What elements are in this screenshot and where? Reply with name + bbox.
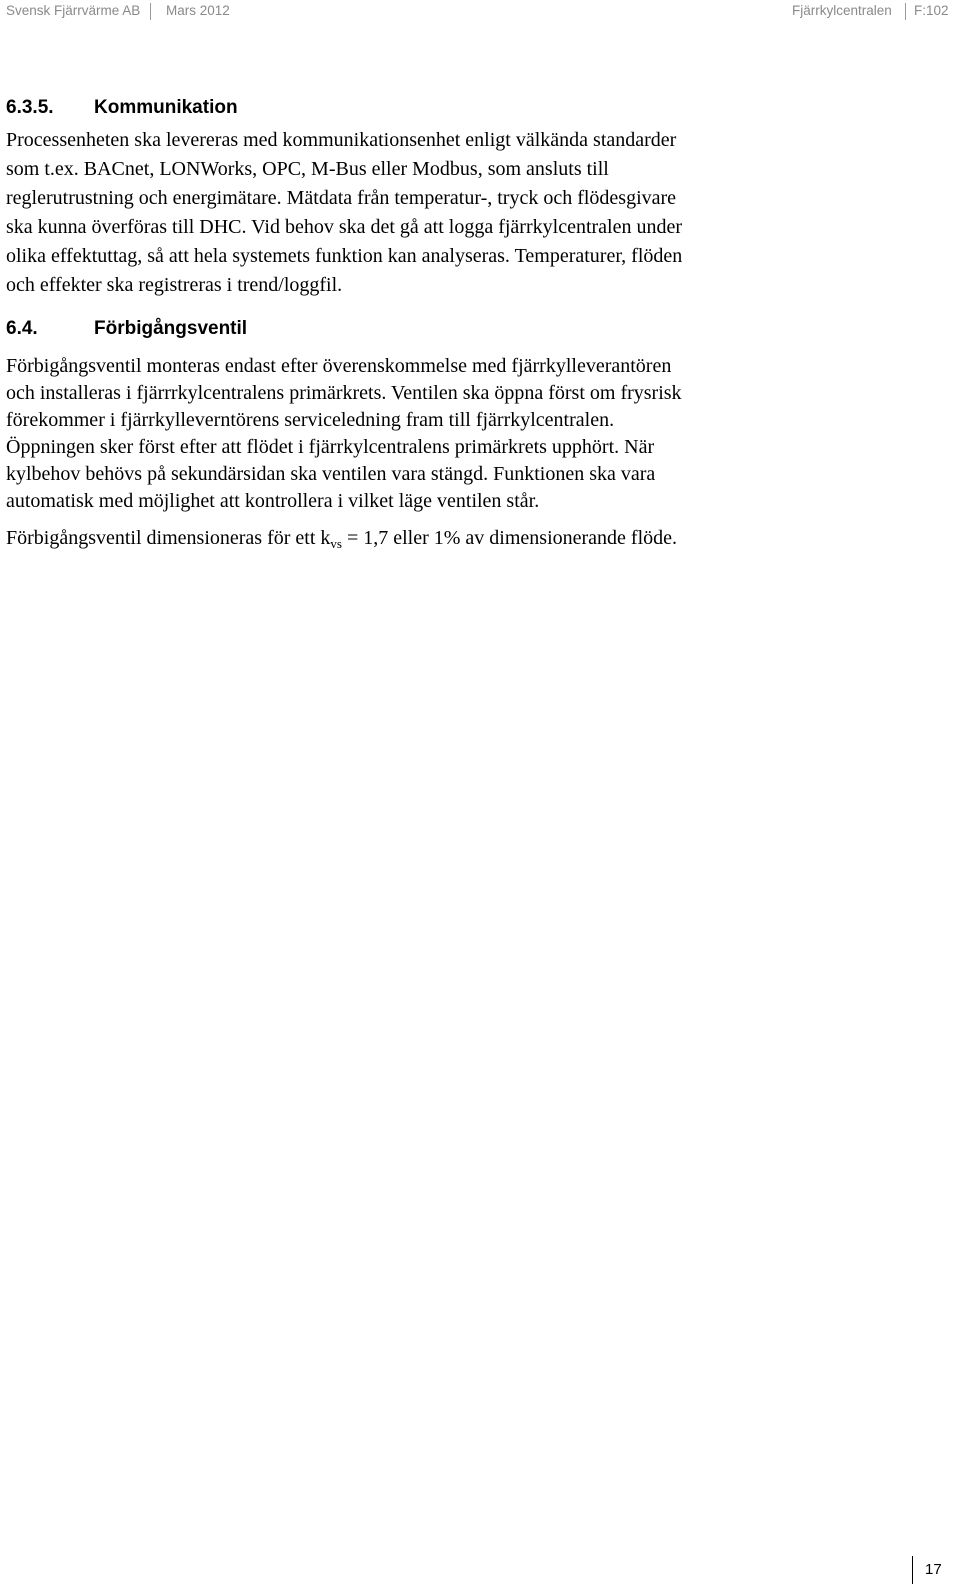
text-line: och effekter ska registreras i trend/loggfil. — [6, 274, 343, 296]
section-title: Kommunikation — [94, 97, 238, 118]
text-line: förekommer i fjärrkylleverntörens serviceledning fram till fjärrkylcentralen. — [6, 409, 615, 431]
header-document-title: Fjärrkylcentralen — [792, 3, 892, 18]
text-line: som t.ex. BACnet, LONWorks, OPC, M-Bus eller Modbus, som ansluts till — [6, 158, 609, 180]
dimension-text-suffix: = 1,7 eller 1% av dimensionerande flöde. — [341, 527, 678, 549]
header-divider — [905, 3, 906, 20]
dimension-text-prefix: Förbigångsventil dimensioneras för ett k — [6, 527, 331, 549]
header-divider — [150, 3, 151, 20]
section-number: 6.4. — [6, 318, 38, 339]
section-title: Förbigångsventil — [94, 318, 248, 339]
text-line: Öppningen sker först efter att flödet i fjärrkylcentralens primärkrets upphört. När — [6, 436, 655, 458]
text-line: reglerutrustning och energimätare. Mätdata från temperatur-, tryck och flödesgivare — [6, 187, 677, 209]
text-line: olika effektuttag, så att hela systemets funktion kan analyseras. Temperaturer, flöden — [6, 245, 683, 267]
section-number: 6.3.5. — [6, 97, 54, 118]
paragraph-kommunikation — [6, 126, 796, 300]
text-line: och installeras i fjärrrkylcentralens primärkrets. Ventilen ska öppna först om frysrisk — [6, 382, 682, 404]
section-heading-kommunikation — [6, 97, 238, 119]
text-line: Förbigångsventil monteras endast efter överenskommelse med fjärrkylleverantören — [6, 355, 672, 377]
paragraph-forbigangsventil — [6, 353, 806, 515]
header-date: Mars 2012 — [166, 3, 230, 18]
header-document-code: F:102 — [914, 3, 949, 18]
page-number: 17 — [925, 1561, 942, 1578]
header-organization: Svensk Fjärrvärme AB — [6, 3, 141, 18]
paragraph-dimensionering — [6, 525, 906, 552]
text-line: ska kunna överföras till DHC. Vid behov ska det gå att logga fjärrkylcentralen under — [6, 216, 683, 238]
page-header — [0, 0, 960, 26]
text-line: automatisk med möjlighet att kontrollera i vilket läge ventilen står. — [6, 490, 540, 512]
dimension-subscript: vs — [330, 536, 342, 551]
section-heading-forbigangsventil — [6, 318, 247, 340]
text-line: kylbehov behövs på sekundärsidan ska ventilen vara stängd. Funktionen ska vara — [6, 463, 656, 485]
text-line: Processenheten ska levereras med kommunikationsenhet enligt välkända standarder — [6, 129, 677, 151]
page-number-divider — [912, 1556, 913, 1584]
